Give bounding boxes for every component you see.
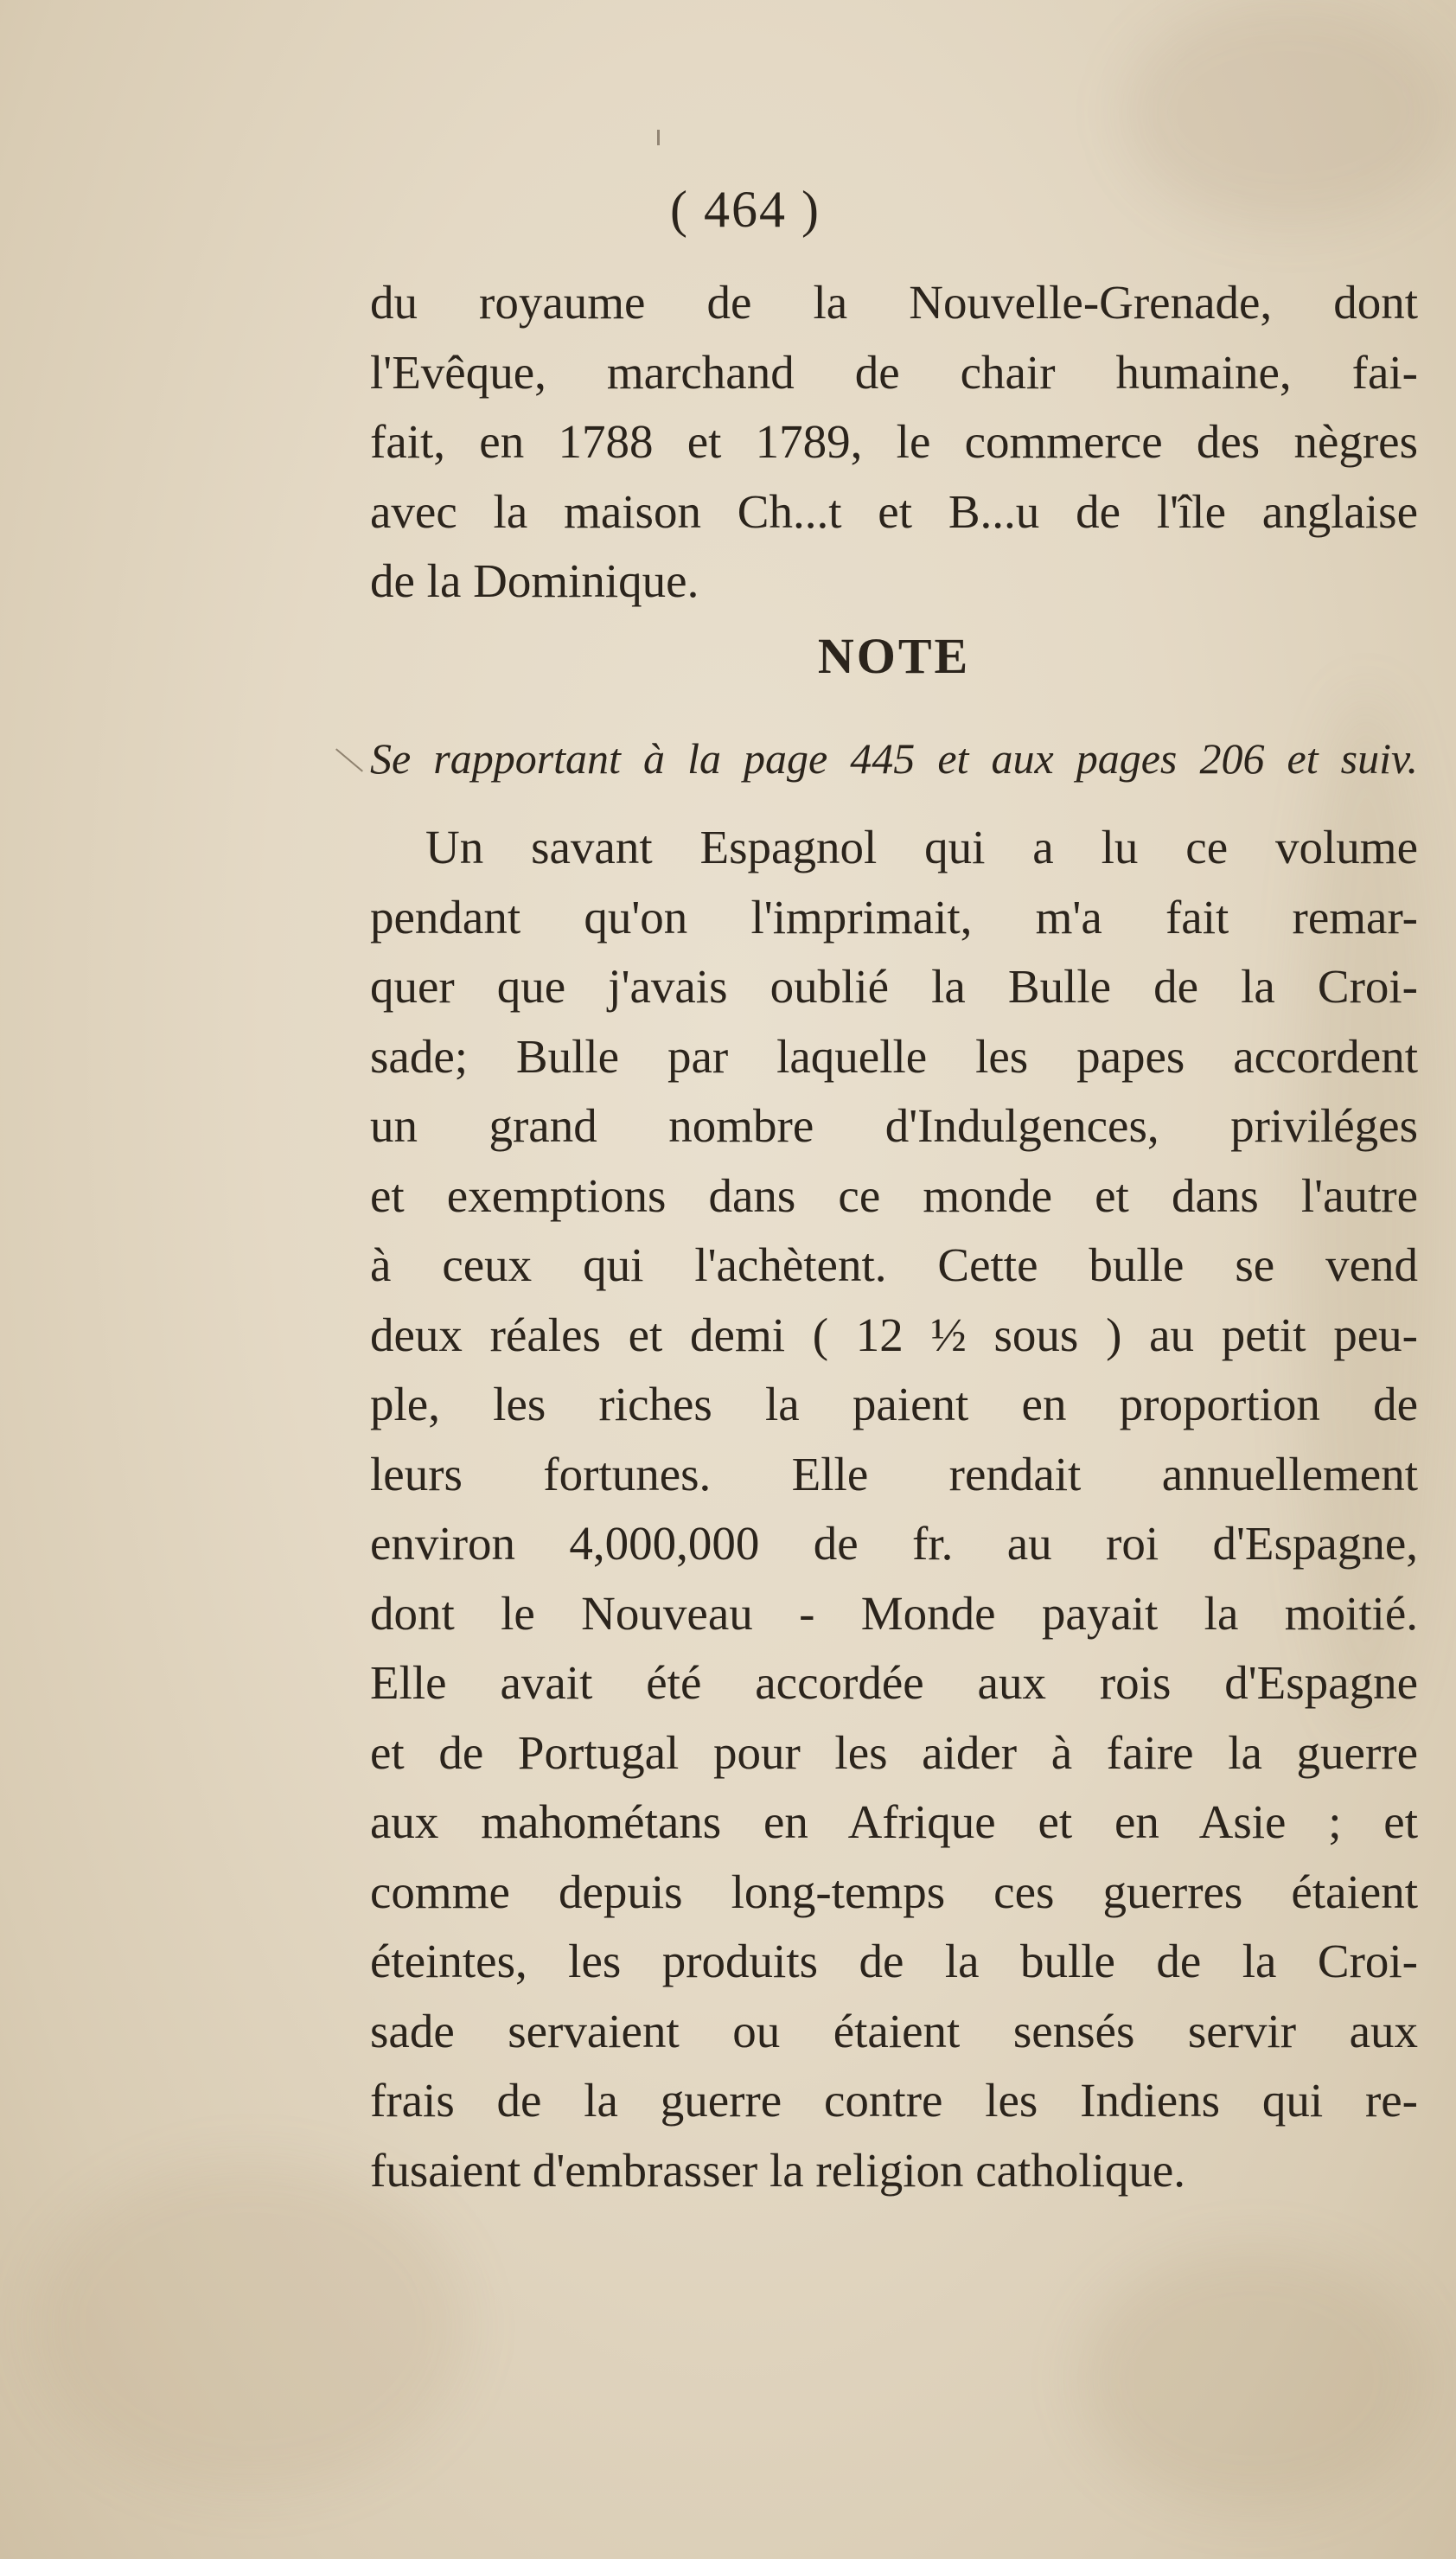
text-line: de la Dominique.	[370, 554, 699, 607]
text-line: sade; Bulle par laquelle les papes accordent	[370, 1029, 1418, 1083]
text-line: à ceux qui l'achètent. Cette bulle se vend	[370, 1238, 1418, 1291]
page-number: ( 464 )	[670, 181, 821, 238]
text-line: du royaume de la Nouvelle-Grenade, dont	[370, 276, 1418, 329]
ink-mark	[657, 130, 660, 145]
text-line: comme depuis long-temps ces guerres étaient	[370, 1865, 1418, 1918]
text-line: pendant qu'on l'imprimait, m'a fait remar-	[370, 890, 1418, 944]
text-line: fusaient d'embrasser la religion catholique.	[370, 2143, 1186, 2197]
paper-stain	[35, 2162, 467, 2491]
continued-paragraph	[370, 268, 1418, 617]
text-line: avec la maison Ch...t et B...u de l'île anglaise	[370, 484, 1418, 538]
text-line: fait, en 1788 et 1789, le commerce des nègres	[370, 415, 1418, 468]
text-line: l'Evêque, marchand de chair humaine, fai-	[370, 345, 1418, 399]
text-line: quer que j'avais oublié la Bulle de la Croi-	[370, 960, 1418, 1013]
text-line: environ 4,000,000 de fr. au roi d'Espagne,	[370, 1517, 1418, 1570]
text-line: Elle avait été accordée aux rois d'Espagne	[370, 1656, 1418, 1709]
note-paragraph	[370, 813, 1418, 2205]
text-line: un grand nombre d'Indulgences, priviléges	[370, 1099, 1418, 1152]
margin-mark	[335, 748, 363, 771]
text-line: et exemptions dans ce monde et dans l'autre	[370, 1168, 1418, 1222]
paper-stain	[1081, 2249, 1427, 2508]
text-line: ple, les riches la paient en proportion de	[370, 1378, 1418, 1430]
note-heading: NOTE	[817, 628, 971, 684]
text-line: sade servaient ou étaient sensés servir aux	[370, 2004, 1418, 2057]
text-line: Un savant Espagnol qui a lu ce volume	[425, 821, 1418, 873]
text-line: et de Portugal pour les aider à faire la guerre	[370, 1725, 1418, 1779]
text-line: frais de la guerre contre les Indiens qui re-	[370, 2074, 1418, 2127]
text-line: dont le Nouveau - Monde payait la moitié.	[370, 1586, 1418, 1640]
text-line: éteintes, les produits de la bulle de la Croi-	[370, 1935, 1418, 1987]
note-subheading: Se rapportant à la page 445 et aux pages 206 et suiv.	[370, 734, 1418, 783]
text-line: aux mahométans en Afrique et en Asie ; et	[370, 1795, 1418, 1848]
text-line: leurs fortunes. Elle rendait annuellement	[370, 1447, 1418, 1500]
text-line: deux réales et demi ( 12 ½ sous ) au petit peu-	[370, 1308, 1418, 1361]
